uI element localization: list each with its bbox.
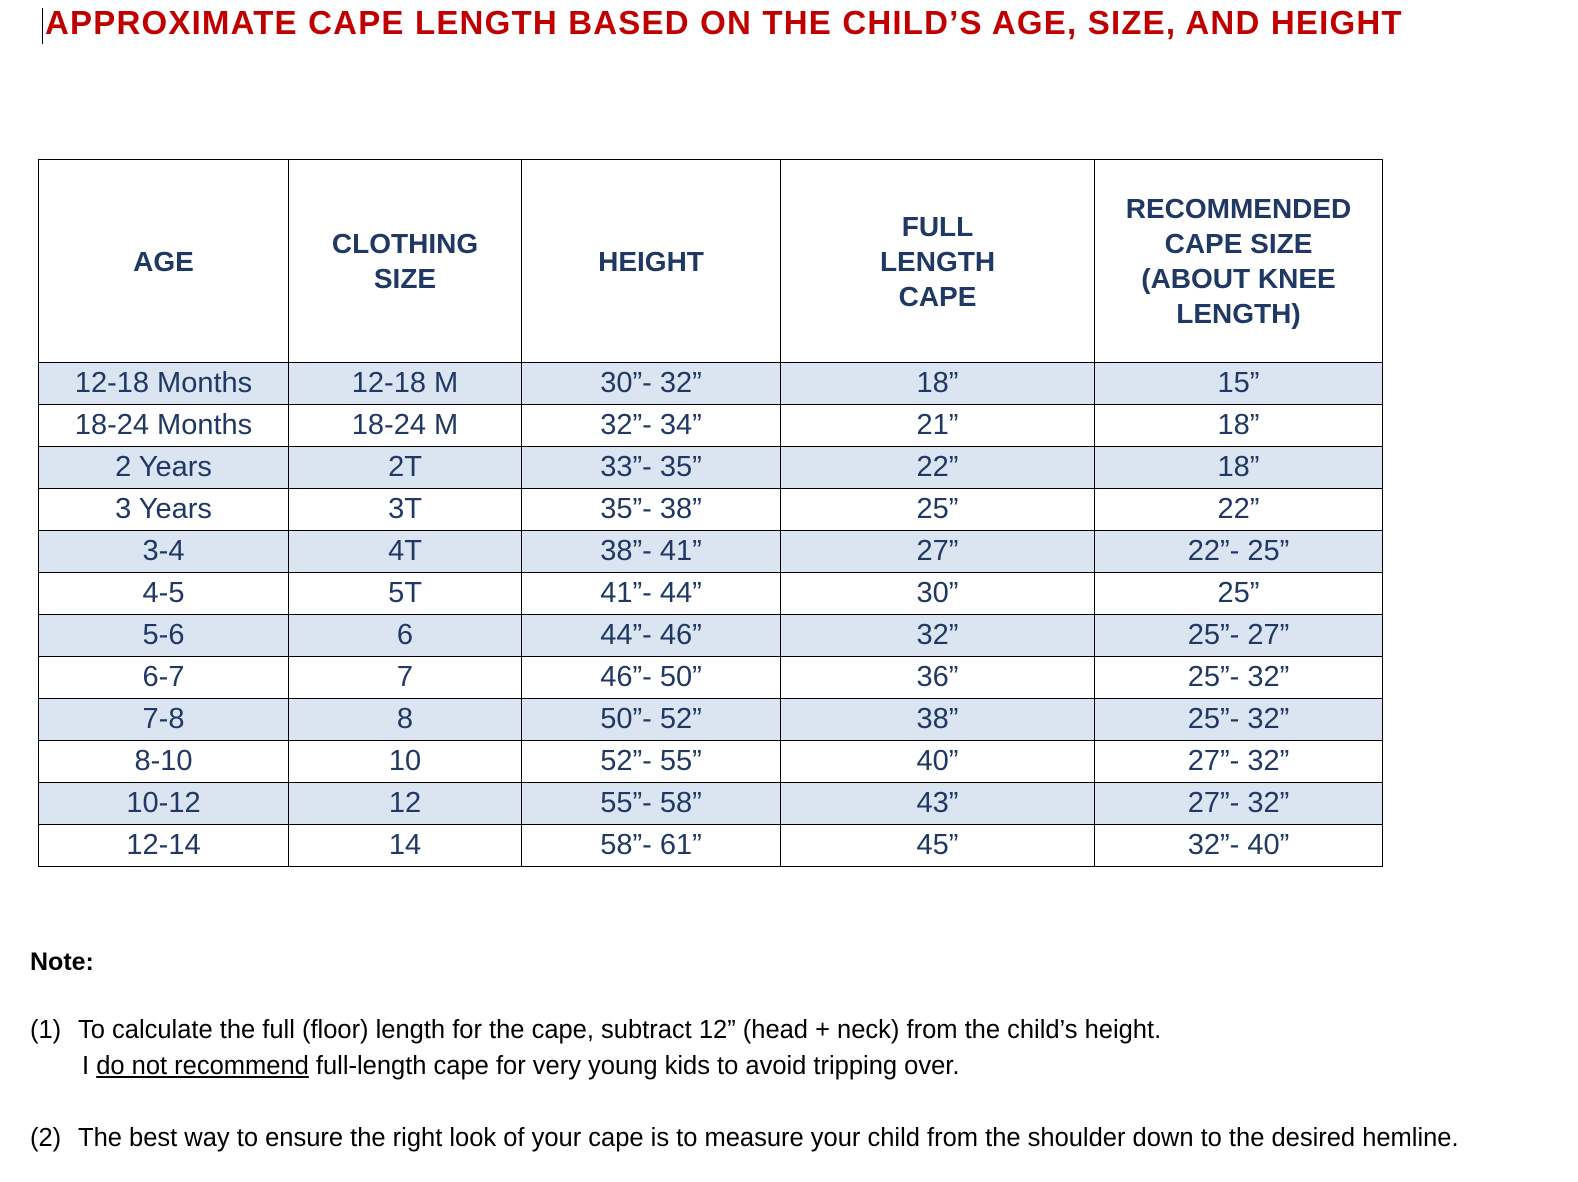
cell-height: 38”- 41” [522,531,781,573]
cell-full-length-cape: 18” [781,363,1095,405]
header-clothing-size-label: CLOTHING SIZE [331,228,479,294]
table-row [39,657,1383,699]
cell-recommended-cape-size: 25”- 27” [1095,615,1383,657]
table-row [39,783,1383,825]
table-row [39,741,1383,783]
cell-clothing-size: 6 [289,615,522,657]
cell-clothing-size: 2T [289,447,522,489]
cell-recommended-cape-size: 27”- 32” [1095,741,1383,783]
table-row [39,405,1383,447]
cell-full-length-cape: 45” [781,825,1095,867]
table-row [39,489,1383,531]
cell-clothing-size: 5T [289,573,522,615]
header-age: AGE [39,160,289,363]
cell-full-length-cape: 21” [781,405,1095,447]
note-2-number: (2) [30,1124,62,1152]
cell-clothing-size: 8 [289,699,522,741]
cell-height: 44”- 46” [522,615,781,657]
cell-recommended-cape-size: 18” [1095,447,1383,489]
cell-recommended-cape-size: 22” [1095,489,1383,531]
cell-age: 10-12 [39,783,289,825]
cell-recommended-cape-size: 18” [1095,405,1383,447]
header-clothing-size [289,160,522,363]
header-recommended-cape-size-label: RECOMMENDED CAPE SIZE (ABOUT KNEE LENGTH) [1125,193,1352,329]
cell-recommended-cape-size: 25” [1095,573,1383,615]
cell-full-length-cape: 43” [781,783,1095,825]
cell-clothing-size: 12 [289,783,522,825]
cell-height: 33”- 35” [522,447,781,489]
cell-full-length-cape: 25” [781,489,1095,531]
table-row [39,447,1383,489]
cell-recommended-cape-size: 25”- 32” [1095,699,1383,741]
table-row [39,573,1383,615]
note-2 [30,1124,1459,1153]
cell-age: 7-8 [39,699,289,741]
cell-full-length-cape: 32” [781,615,1095,657]
cell-age: 6-7 [39,657,289,699]
cell-recommended-cape-size: 32”- 40” [1095,825,1383,867]
table-row [39,615,1383,657]
cell-recommended-cape-size: 25”- 32” [1095,657,1383,699]
cell-age: 8-10 [39,741,289,783]
cell-age: 3 Years [39,489,289,531]
cell-age: 2 Years [39,447,289,489]
cell-age: 12-18 Months [39,363,289,405]
page-title: APPROXIMATE CAPE LENGTH BASED ON THE CHILD’S AGE, SIZE, AND HEIGHT [45,4,1403,41]
cell-full-length-cape: 27” [781,531,1095,573]
note-1-number: (1) [30,1016,62,1044]
cell-age: 3-4 [39,531,289,573]
cell-age: 4-5 [39,573,289,615]
cell-clothing-size: 18-24 M [289,405,522,447]
header-full-length-cape-label: FULL LENGTH CAPE [879,210,996,312]
cell-height: 46”- 50” [522,657,781,699]
cell-height: 35”- 38” [522,489,781,531]
note-1-line-1 [30,1016,1161,1045]
cell-clothing-size: 3T [289,489,522,531]
cell-full-length-cape: 38” [781,699,1095,741]
note-1-line-2-post: full-length cape for very young kids to avoid tripping over. [315,1052,960,1080]
table-row [39,699,1383,741]
text-cursor [42,8,43,44]
cape-size-table [38,159,1383,867]
cell-height: 30”- 32” [522,363,781,405]
note-1-line-2 [82,1052,959,1081]
table-row [39,825,1383,867]
table-row [39,363,1383,405]
cell-clothing-size: 14 [289,825,522,867]
cell-full-length-cape: 36” [781,657,1095,699]
cell-height: 55”- 58” [522,783,781,825]
cell-recommended-cape-size: 22”- 25” [1095,531,1383,573]
cell-height: 58”- 61” [522,825,781,867]
cell-height: 41”- 44” [522,573,781,615]
cell-full-length-cape: 40” [781,741,1095,783]
note-2-text: The best way to ensure the right look of your cape is to measure your child from the shoulder down to the desired hemline. [78,1124,1459,1152]
cell-clothing-size: 12-18 M [289,363,522,405]
cell-height: 32”- 34” [522,405,781,447]
cell-age: 18-24 Months [39,405,289,447]
cell-clothing-size: 7 [289,657,522,699]
cell-full-length-cape: 22” [781,447,1095,489]
table-row [39,531,1383,573]
cell-clothing-size: 4T [289,531,522,573]
cell-age: 12-14 [39,825,289,867]
cell-full-length-cape: 30” [781,573,1095,615]
header-recommended-cape-size [1095,160,1383,363]
cell-height: 50”- 52” [522,699,781,741]
table-body [39,363,1383,867]
cell-height: 52”- 55” [522,741,781,783]
cell-recommended-cape-size: 27”- 32” [1095,783,1383,825]
table-header-row [39,160,1383,363]
cell-age: 5-6 [39,615,289,657]
note-1-line-2-pre: I [82,1052,90,1080]
header-full-length-cape [781,160,1095,363]
cell-recommended-cape-size: 15” [1095,363,1383,405]
header-height: HEIGHT [522,160,781,363]
note-heading: Note: [30,948,94,976]
note-1-underlined-text: do not recommend [96,1052,309,1080]
note-1-text: To calculate the full (floor) length for the cape, subtract 12” (head + neck) from the child’s height. [78,1016,1162,1044]
cell-clothing-size: 10 [289,741,522,783]
